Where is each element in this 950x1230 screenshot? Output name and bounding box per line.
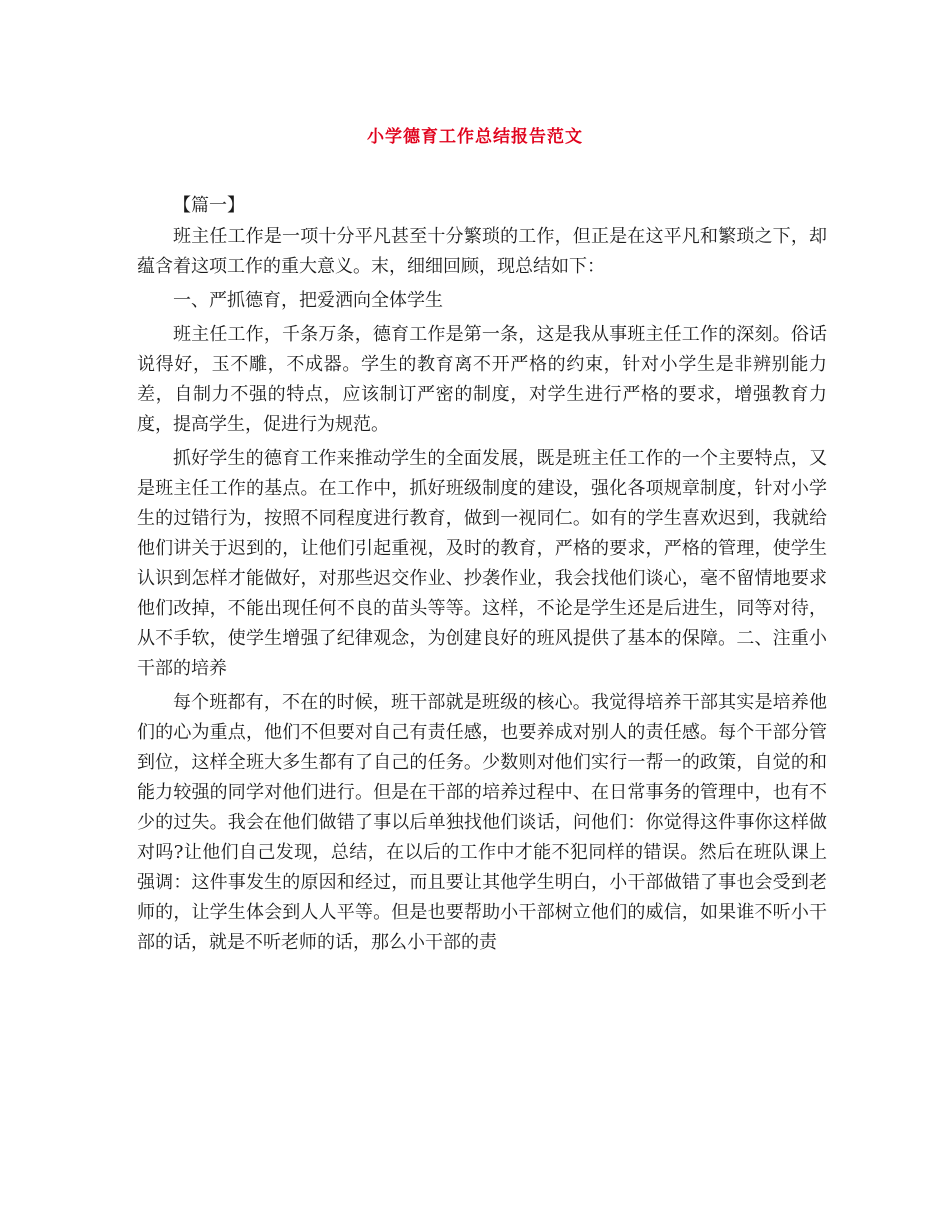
document-title: 小学德育工作总结报告范文 (367, 127, 583, 147)
paragraph-class-cadres: 每个班都有，不在的时候，班干部就是班级的核心。我觉得培养干部其实是培养他们的心为重点，他们不但要对自己有责任感，也要养成对别人的责任感。每个干部分管到位，这样全班大多生都有了自己的任务。少数则对他们实行一帮一的政策，自觉的和能力较强的同学对他们进行。但是在干部的培养过程中、在日常事务的管理中，也有不少的过失。我会在他们做错了事以后单独找他们谈话，问他们：你觉得这件事你这样做对吗?让他们自己发现，总结，在以后的工作中才能不犯同样的错误。然后在班队课上强调：这件事发生的原因和经过，而且要让其他学生明白，小干部做错了事也会受到老师的，让学生体会到人人平等。但是也要帮助小干部树立他们的威信，如果谁不听小干部的话，就是不听老师的话，那么小干部的责 (137, 692, 827, 953)
paragraph-discipline: 抓好学生的德育工作来推动学生的全面发展，既是班主任工作的一个主要特点，又是班主任工作的基点。在工作中，抓好班级制度的建设，强化各项规章制度，针对小学生的过错行为，按照不同程度进行教育，做到一视同仁。如有的学生喜欢迟到，我就给他们讲关于迟到的，让他们引起重视，及时的教育，严格的要求，严格的管理，使学生认识到怎样才能做好，对那些迟交作业、抄袭作业，我会找他们谈心，毫不留情地要求他们改掉，不能出现任何不良的苗头等等。这样，不论是学生还是后进生，同等对待，从不手软，使学生增强了纪律观念，为创建良好的班风提供了基本的保障。二、注重小干部的培养 (137, 448, 827, 679)
document-body (137, 190, 827, 962)
paragraph-intro: 班主任工作是一项十分平凡甚至十分繁琐的工作，但正是在这平凡和繁琐之下，却蕴含着这项工作的重大意义。末，细细回顾，现总结如下： (137, 226, 827, 277)
heading-section-one: 一、严抓德育，把爱洒向全体学生 (173, 290, 443, 311)
section-label: 【篇一】 (173, 195, 245, 216)
paragraph-moral-education: 班主任工作，千条万条，德育工作是第一条，这是我从事班主任工作的深刻。俗话说得好，玉不雕，不成器。学生的教育离不开严格的约束，针对小学生是非辨别能力差，自制力不强的特点，应该制订严密的制度，对学生进行严格的要求，增强教育力度，提高学生，促进行为规范。 (137, 324, 827, 435)
